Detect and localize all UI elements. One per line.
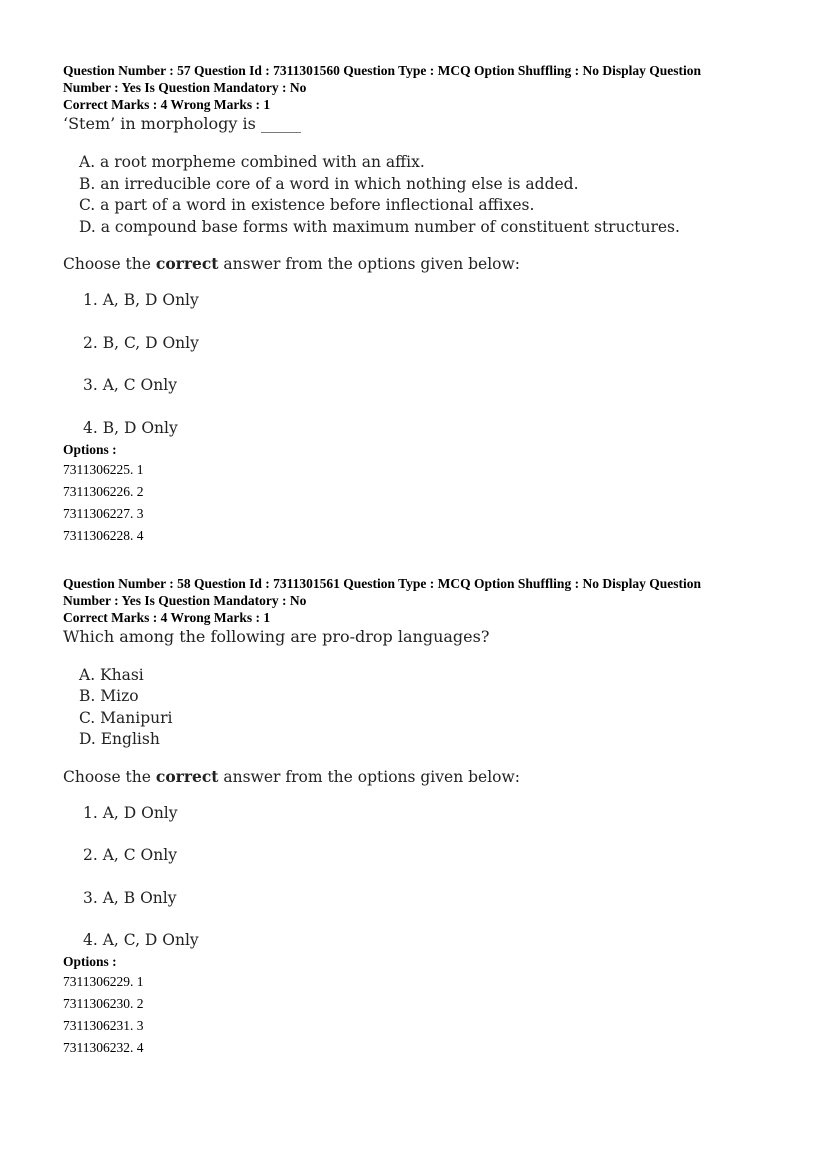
answer-list [83, 290, 773, 440]
answer-choice: 1. A, D Only [83, 803, 178, 822]
statement-item: A. Khasi [79, 665, 144, 684]
choose-instruction [63, 254, 773, 274]
option-id: 7311306228. 4 [63, 527, 144, 543]
question-stem: Which among the following are pro-drop languages? [63, 626, 490, 646]
answer-choice: 3. A, B Only [83, 888, 177, 907]
choose-text-bold: correct [155, 254, 219, 273]
choose-instruction [63, 767, 773, 787]
statement-item: D. English [79, 730, 160, 748]
answer-choice: 3. A, C Only [83, 376, 177, 394]
statement-item: A. a root morpheme combined with an affix. [79, 153, 425, 171]
question-header-line-1: Question Number : 58 Question Id : 7311301561 Question Type : MCQ Option Shuffling : No Display Question [63, 575, 701, 591]
option-id: 7311306231. 3 [63, 1018, 144, 1033]
statement-list [79, 152, 773, 238]
question-header-line-2: Number : Yes Is Question Mandatory : No [63, 592, 307, 608]
choose-text-bold: correct [155, 766, 219, 786]
choose-text-post: answer from the options given below: [218, 767, 520, 786]
question-marks: Correct Marks : 4 Wrong Marks : 1 [63, 97, 271, 112]
option-id: 7311306230. 2 [63, 996, 144, 1011]
question-marks: Correct Marks : 4 Wrong Marks : 1 [63, 609, 271, 625]
choose-text-pre: Choose the [63, 767, 156, 786]
choose-text-post: answer from the options given below: [218, 255, 520, 273]
question-header-line-1: Question Number : 57 Question Id : 7311301560 Question Type : MCQ Option Shuffling : No Display Question [63, 63, 701, 78]
answer-choice: 4. A, C, D Only [83, 931, 199, 949]
option-id: 7311306229. 1 [63, 974, 144, 989]
option-id: 7311306225. 1 [63, 461, 144, 477]
document-page [63, 62, 773, 1059]
option-id: 7311306226. 2 [63, 483, 144, 499]
answer-choice: 1. A, B, D Only [83, 291, 199, 309]
option-id: 7311306227. 3 [63, 505, 144, 521]
statement-item: D. a compound base forms with maximum number of constituent structures. [79, 217, 680, 236]
statement-list [79, 665, 773, 751]
option-id: 7311306232. 4 [63, 1040, 144, 1055]
statement-item: B. Mizo [79, 687, 139, 705]
statement-item: C. Manipuri [79, 708, 173, 727]
statement-item: B. an irreducible core of a word in which nothing else is added. [79, 174, 579, 193]
answer-choice: 4. B, D Only [83, 418, 178, 437]
question-block-58 [63, 575, 773, 1060]
choose-text-pre: Choose the [63, 255, 156, 273]
answer-list [83, 803, 773, 953]
question-block-57 [63, 62, 773, 547]
option-id-list [63, 971, 773, 1059]
question-stem: ‘Stem’ in morphology is _____ [63, 114, 301, 133]
answer-choice: 2. B, C, D Only [83, 333, 199, 352]
question-header-line-2: Number : Yes Is Question Mandatory : No [63, 80, 307, 95]
option-id-list [63, 459, 773, 547]
question-header [63, 575, 773, 626]
options-label: Options : [63, 954, 117, 969]
statement-item: C. a part of a word in existence before inflectional affixes. [79, 196, 535, 214]
options-label: Options : [63, 441, 117, 457]
question-header [63, 62, 773, 113]
answer-choice: 2. A, C Only [83, 846, 177, 864]
